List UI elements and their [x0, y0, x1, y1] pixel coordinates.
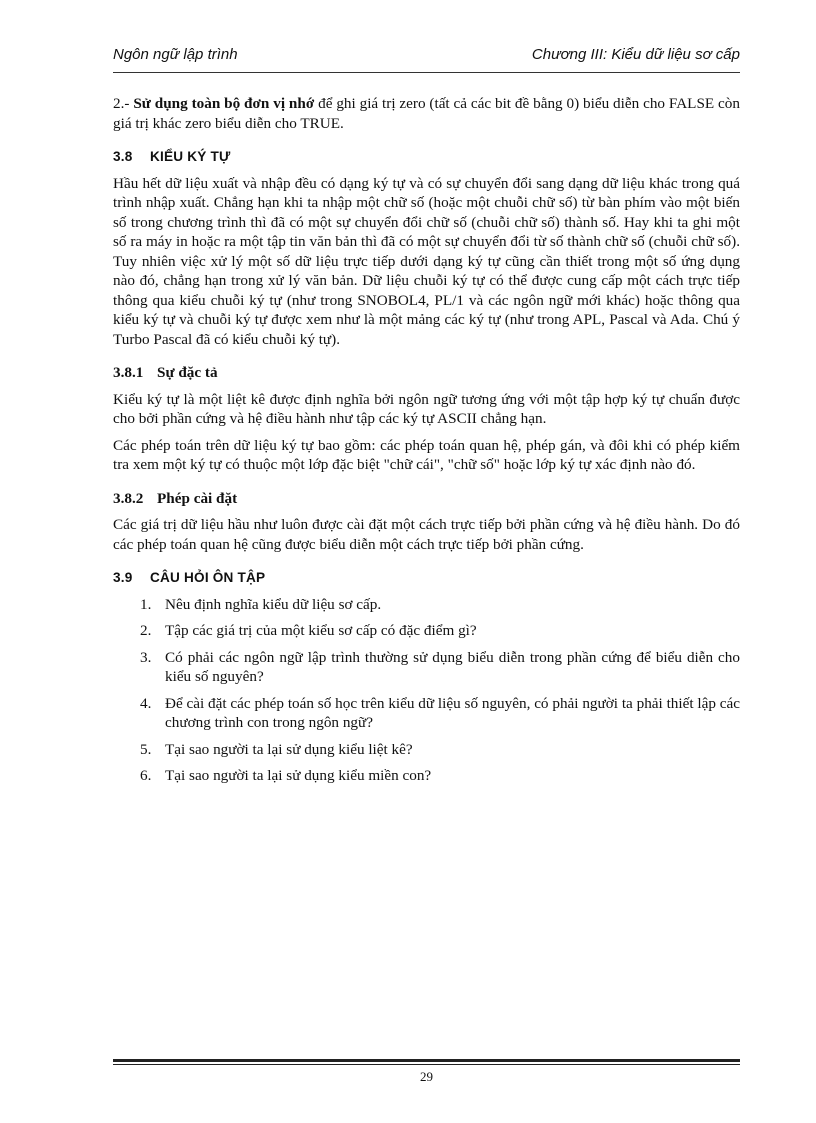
subsection-heading-3-8-2: [113, 489, 740, 509]
intro-prefix: 2.-: [113, 95, 134, 112]
list-item-text: Để cài đặt các phép toán số học trên kiểu dữ liệu số nguyên, có phải người ta phải thiết lập các chương trình con trong ngôn ngữ?: [165, 694, 740, 731]
intro-bold-term: Sử dụng toàn bộ đơn vị nhớ: [133, 95, 315, 112]
list-item-number: 1.: [140, 595, 152, 613]
list-item-text: Tại sao người ta lại sử dụng kiểu miền con?: [165, 767, 432, 784]
list-item-number: 3.: [140, 648, 152, 666]
intro-paragraph: [113, 94, 740, 133]
subsection-title: Sự đặc tả: [157, 364, 218, 381]
running-header: [113, 46, 740, 68]
section-title: CÂU HỎI ÔN TẬP: [150, 570, 266, 585]
subsection-title: Phép cài đặt: [157, 489, 238, 507]
section-heading-3-9: [113, 568, 740, 588]
header-chapter-title: Chương III: Kiểu dữ liệu sơ cấp: [531, 46, 740, 63]
list-item: [113, 595, 740, 615]
footer-divider-thick: [113, 1059, 740, 1062]
list-item-text: Tập các giá trị của một kiểu sơ cấp có đặc điểm gì?: [165, 622, 477, 639]
list-item-number: 5.: [140, 740, 152, 758]
section-heading-3-8: [113, 147, 740, 167]
list-item: [113, 648, 740, 687]
list-item: [113, 694, 740, 733]
footer-divider-thin: [113, 1064, 740, 1065]
list-item-number: 6.: [140, 767, 152, 784]
page-body: [113, 94, 740, 793]
section-3-8-1-paragraph-2: Các phép toán trên dữ liệu ký tự bao gồm: các phép toán quan hệ, phép gán, và đôi khi có phép kiểm tra xem một ký tự có thuộc một lớp đặc biệt "chữ cái", "chữ số" hoặc lớp ký tự xác định nào đó.: [113, 436, 740, 473]
section-number: 3.9: [113, 570, 133, 585]
section-3-8-paragraph: Hầu hết dữ liệu xuất và nhập đều có dạng ký tự và có sự chuyển đổi sang dạng dữ liệu khác trong quá trình nhập xuất. Chẳng hạn khi ta nhập một chữ số (hoặc một chuỗi chữ số) từ bàn phím vào một biến số trong chương trình thì đã có một sự chuyển đổi chữ số (chuỗi chữ số) thành số. Hay khi ta ghi một số ra máy in hoặc ra một tập tin văn bản thì đã có một sự chuyển đổi từ số thành chữ số (chuỗi chữ số). Tuy nhiên việc xử lý một số dữ liệu trực tiếp dưới dạng ký tự cũng cần thiết trong một số ứng dụng nào đó, chẳng hạn trong xử lý văn bản. Dữ liệu chuỗi ký tự có thể được cung cấp một cách trực tiếp thông qua kiểu chuỗi ký tự (như trong SNOBOL4, PL/1 và các ngôn ngữ mới khác) hoặc thông qua kiểu ký tự và chuỗi ký tự được xem như là một mảng các ký tự (như trong APL, Pascal và Ada. Chú ý Turbo Pascal đã có kiểu chuỗi ký tự).: [113, 174, 740, 348]
list-item-number: 2.: [140, 622, 152, 639]
list-item-number: 4.: [140, 694, 152, 712]
list-item-text: Nêu định nghĩa kiểu dữ liệu sơ cấp.: [165, 595, 382, 613]
list-item: [113, 766, 740, 786]
section-number: 3.8: [113, 149, 133, 164]
page-number: 29: [420, 1069, 433, 1084]
subsection-number: 3.8.1: [113, 364, 144, 381]
list-item: [113, 740, 740, 760]
list-item: [113, 621, 740, 641]
section-3-8-1-paragraph-1: Kiểu ký tự là một liệt kê được định nghĩa bởi ngôn ngữ tương ứng với một tập hợp ký tự chuẩn được cho bởi phần cứng và hệ điều hành như tập các ký tự ASCII chẳng hạn.: [113, 390, 740, 427]
list-item-text: Tại sao người ta lại sử dụng kiểu liệt kê?: [165, 740, 413, 758]
section-title: KIỂU KÝ TỰ: [150, 149, 231, 164]
review-questions-list: [113, 595, 740, 786]
list-item-text: Có phải các ngôn ngữ lập trình thường sử dụng biểu diễn trong phần cứng để biểu diễn cho kiểu số nguyên?: [165, 648, 740, 685]
header-divider: [113, 72, 740, 73]
subsection-heading-3-8-1: [113, 363, 740, 383]
intro-rest: để ghi giá trị zero (tất cả các bit đề bằng 0) biểu diễn cho FALSE còn giá trị khác zero biểu diễn cho TRUE.: [113, 95, 740, 132]
subsection-number: 3.8.2: [113, 489, 144, 507]
section-3-8-2-paragraph: Các giá trị dữ liệu hầu như luôn được cài đặt một cách trực tiếp bởi phần cứng và hệ điều hành. Do đó các phép toán quan hệ cũng được biểu diễn một cách trực tiếp bởi phần cứng.: [113, 516, 740, 553]
header-book-title: Ngôn ngữ lập trình: [113, 46, 238, 63]
